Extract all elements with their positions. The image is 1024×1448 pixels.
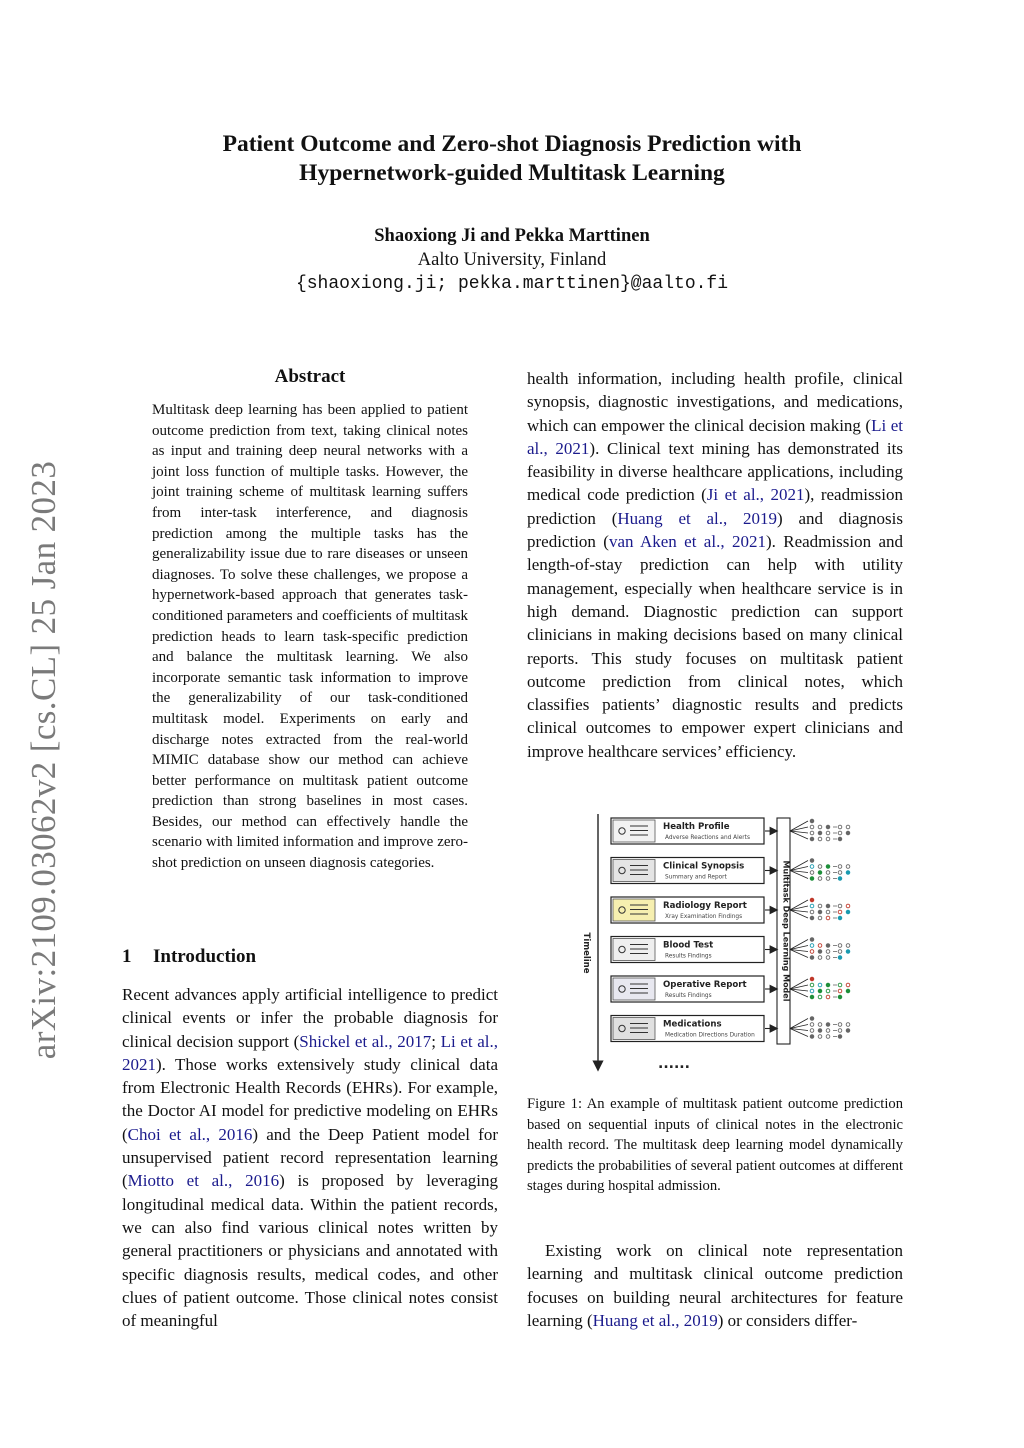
email: {shaoxiong.ji; pekka.marttinen}@aalto.fi <box>295 274 729 294</box>
text-run: ) and diagnosis prediction ( <box>527 508 903 552</box>
text-run: health information, including health profile, clinical synopsis, diagnostic investigations, and medications, which can empower the clinical decision making ( <box>527 369 903 435</box>
outcome-dot <box>818 1023 822 1027</box>
citation-link[interactable]: Ji et al., 2021 <box>706 485 805 505</box>
outcome-dot <box>810 950 814 954</box>
outcome-dot <box>826 865 830 869</box>
fanout-line <box>790 900 808 910</box>
text-run: ) or considers differ- <box>717 1310 858 1330</box>
outcome-dot <box>818 956 822 960</box>
outcome-dot <box>838 1035 842 1039</box>
outcome-dot <box>826 831 830 835</box>
arxiv-stamp: arXiv:2109.03062v2 [cs.CL] 25 Jan 2023 <box>24 460 63 1060</box>
note-subtitle: Adverse Reactions and Alerts <box>665 835 750 841</box>
affiliation: Aalto University, Finland <box>417 250 607 270</box>
outcome-dot <box>818 831 822 835</box>
outcome-dot <box>810 989 814 993</box>
outcome-dot <box>810 938 814 942</box>
outcome-dot <box>810 819 814 823</box>
note-title: Clinical Synopsis <box>663 861 745 872</box>
outcome-dot <box>818 916 822 920</box>
section-number: 1 <box>122 946 132 967</box>
outcome-dot <box>818 989 822 993</box>
outcome-dot <box>818 871 822 875</box>
outcome-dot <box>846 871 850 875</box>
outcome-dot <box>838 950 842 954</box>
outcome-dot <box>810 831 814 835</box>
outcome-dot <box>838 944 842 948</box>
fanout-line <box>790 985 808 989</box>
outcome-dot <box>826 989 830 993</box>
model-label: Multitask Deep Learning Model <box>781 860 791 1002</box>
intro-paragraph-2 <box>527 1239 903 1332</box>
section-heading <box>122 946 256 968</box>
citation-link[interactable]: Shickel et al., 2017 <box>299 1031 432 1051</box>
title-line-2: Hypernetwork-guided Multitask Learning <box>299 160 725 186</box>
figure-1-diagram <box>578 808 878 1078</box>
outcome-dot <box>826 916 830 920</box>
outcome-dot <box>826 904 830 908</box>
outcome-dot <box>826 877 830 881</box>
outcome-dot <box>810 910 814 914</box>
fanout-line <box>790 827 808 831</box>
outcome-dot <box>846 1023 850 1027</box>
note-title: Operative Report <box>663 980 747 990</box>
note-subtitle: Summary and Report <box>665 874 727 881</box>
outcome-dot <box>826 983 830 987</box>
note-title: Health Profile <box>663 822 730 832</box>
outcome-dot <box>810 916 814 920</box>
note-title: Blood Test <box>663 940 714 951</box>
outcome-dot <box>818 865 822 869</box>
outcome-dot <box>810 956 814 960</box>
outcome-dot <box>846 1029 850 1033</box>
outcome-dot <box>838 995 842 999</box>
note-subtitle: Xray Examination Findings <box>665 914 743 920</box>
text-run: ) and the Deep Patient model for unsupervised patient record representation learning ( <box>122 1124 498 1191</box>
citation-link[interactable]: Li et al., 2021 <box>122 1031 499 1074</box>
outcome-dot <box>826 956 830 960</box>
outcome-dot <box>810 898 814 902</box>
citation-link[interactable]: Miotto et al., 2016 <box>127 1171 280 1191</box>
outcome-dot <box>810 1017 814 1021</box>
figure-ellipsis: ...... <box>658 1056 690 1072</box>
note-subtitle: Medication Directions Duration <box>665 1032 755 1039</box>
outcome-dot <box>810 825 814 829</box>
outcome-dot <box>826 944 830 948</box>
note-title: Medications <box>663 1019 722 1030</box>
outcome-dot <box>838 825 842 829</box>
outcome-dot <box>838 865 842 869</box>
text-run: ; <box>431 1031 441 1051</box>
outcome-dot <box>810 859 814 863</box>
outcome-dot <box>818 904 822 908</box>
fanout-line <box>790 946 808 950</box>
outcome-dot <box>810 837 814 841</box>
outcome-dot <box>826 837 830 841</box>
citation-link[interactable]: van Aken et al., 2021 <box>608 532 766 552</box>
outcome-dot <box>810 944 814 948</box>
outcome-dot <box>846 865 850 869</box>
outcome-dot <box>810 871 814 875</box>
authors: Shaoxiong Ji and Pekka Marttinen <box>374 226 650 246</box>
outcome-dot <box>838 989 842 993</box>
citation-link[interactable]: Li et al., 2021 <box>527 415 903 458</box>
text-run: ) is proposed by leveraging longitudinal medical data. Within the patient records, we can also find various clinical notes written by general practitioners or physicians and annotated with specific diagnosis results, medical codes, and other clues of patient outcome. Those clinical notes consist of meaningful <box>122 1171 498 1331</box>
outcome-dot <box>838 910 842 914</box>
outcome-dot <box>826 1023 830 1027</box>
fanout-line <box>790 861 808 871</box>
outcome-dot <box>810 1023 814 1027</box>
section-title: Introduction <box>153 946 257 967</box>
fanout-line <box>790 906 808 910</box>
outcome-dot <box>818 950 822 954</box>
outcome-dot <box>818 877 822 881</box>
outcome-dot <box>838 916 842 920</box>
figure-caption: Figure 1: An example of multitask patient outcome prediction based on sequential inputs of clinical notes in the electronic health record. The multitask deep learning model dynamically predicts the probabilities of several patient outcomes at different stages during hospital admission. <box>527 1096 903 1194</box>
text-run: ). Clinical text mining has demonstrated its feasibility in diverse healthcare applications, including medical code prediction ( <box>527 438 903 505</box>
fanout-line <box>790 979 808 989</box>
outcome-dot <box>818 1029 822 1033</box>
outcome-dot <box>810 1035 814 1039</box>
fanout-line <box>790 1025 808 1029</box>
outcome-dot <box>846 950 850 954</box>
outcome-dot <box>846 825 850 829</box>
outcome-dot <box>818 995 822 999</box>
text-run: Recent advances apply artificial intelligence to predict clinical events or infer the probable diagnosis for clinical decision support ( <box>122 985 498 1051</box>
title-line-1: Patient Outcome and Zero-shot Diagnosis Prediction with <box>222 131 802 157</box>
outcome-dot <box>838 871 842 875</box>
outcome-dot <box>826 995 830 999</box>
note-subtitle: Results Findings <box>665 993 712 999</box>
abstract-text: Multitask deep learning has been applied to patient outcome prediction from text, taking clinical notes as input and training deep neural networks with a joint loss function of multiple tasks. However, the joint training scheme of multitask learning suffers from inter-task interference, and diagnosis prediction among the multiple tasks has the generalizability issue due to rare diseases or unseen diagnoses. To solve these challenges, we propose a hypernetwork-based approach that generates task-conditioned parameters and coefficients of multitask prediction heads to learn task-specific prediction and balance the multitask learning. We also incorporate semantic task information to improve the generalizability of our task-conditioned multitask model. Experiments on early and discharge notes extracted from the real-world MIMIC database show our method can achieve better performance on multitask patient outcome prediction than strong baselines in most cases. Besides, our method can effectively handle the scenario with limited information and improve zero-shot prediction on unseen diagnosis categories. <box>152 402 468 872</box>
outcome-dot <box>826 910 830 914</box>
fanout-line <box>790 940 808 950</box>
intro-paragraph-1-continued <box>527 367 903 763</box>
outcome-dot <box>846 989 850 993</box>
outcome-dot <box>838 1029 842 1033</box>
outcome-dot <box>818 1035 822 1039</box>
outcome-dot <box>810 877 814 881</box>
outcome-dot <box>846 944 850 948</box>
outcome-dot <box>826 825 830 829</box>
outcome-dot <box>818 983 822 987</box>
outcome-dot <box>810 983 814 987</box>
outcome-dot <box>818 944 822 948</box>
text-run: Existing work on clinical note representation learning and multitask clinical outcome prediction focuses on building neural architectures for feature learning ( <box>527 1241 903 1330</box>
citation-link[interactable]: Huang et al., 2019 <box>617 508 778 528</box>
outcome-dot <box>818 910 822 914</box>
outcome-dot <box>818 837 822 841</box>
figure-1 <box>578 808 878 1078</box>
outcome-dot <box>810 904 814 908</box>
outcome-dot <box>810 865 814 869</box>
text-run: ). Those works extensively study clinical data from Electronic Health Records (EHRs). For example, the Doctor AI model for predictive modeling on EHRs ( <box>122 1054 498 1144</box>
abstract-heading: Abstract <box>274 366 346 387</box>
outcome-dot <box>826 1029 830 1033</box>
outcome-dot <box>838 837 842 841</box>
fanout-line <box>790 821 808 831</box>
intro-paragraph-1 <box>122 983 498 1332</box>
outcome-dot <box>838 831 842 835</box>
outcome-dot <box>826 950 830 954</box>
fanout-line <box>790 867 808 871</box>
fanout-line <box>790 1019 808 1029</box>
outcome-dot <box>846 904 850 908</box>
outcome-dot <box>838 956 842 960</box>
note-subtitle: Results Findings <box>665 953 712 960</box>
outcome-dot <box>838 983 842 987</box>
outcome-dot <box>818 825 822 829</box>
outcome-dot <box>826 1035 830 1039</box>
timeline-label: Timeline <box>581 932 591 974</box>
outcome-dot <box>810 995 814 999</box>
outcome-dot <box>826 871 830 875</box>
outcome-dot <box>846 983 850 987</box>
outcome-dot <box>838 877 842 881</box>
note-title: Radiology Report <box>663 901 747 911</box>
text-run: ), readmission prediction ( <box>527 485 903 528</box>
outcome-dot <box>846 910 850 914</box>
outcome-dot <box>838 904 842 908</box>
text-run: ). Readmission and length-of-stay prediction can help with utility management, especially when healthcare service is in high demand. Diagnostic prediction can support clinicians in making decisions based on many clinical reports. This study focuses on multitask patient outcome prediction from clinical notes, which classifies patients’ diagnostic results and predicts clinical outcomes to empower expert clinicians and improve healthcare services’ efficiency. <box>527 532 903 761</box>
outcome-dot <box>846 831 850 835</box>
paper-title <box>0 130 1024 188</box>
outcome-dot <box>810 1029 814 1033</box>
outcome-dot <box>810 977 814 981</box>
citation-link[interactable]: Choi et al., 2016 <box>127 1124 253 1144</box>
outcome-dot <box>838 1023 842 1027</box>
citation-link[interactable]: Huang et al., 2019 <box>592 1310 718 1330</box>
